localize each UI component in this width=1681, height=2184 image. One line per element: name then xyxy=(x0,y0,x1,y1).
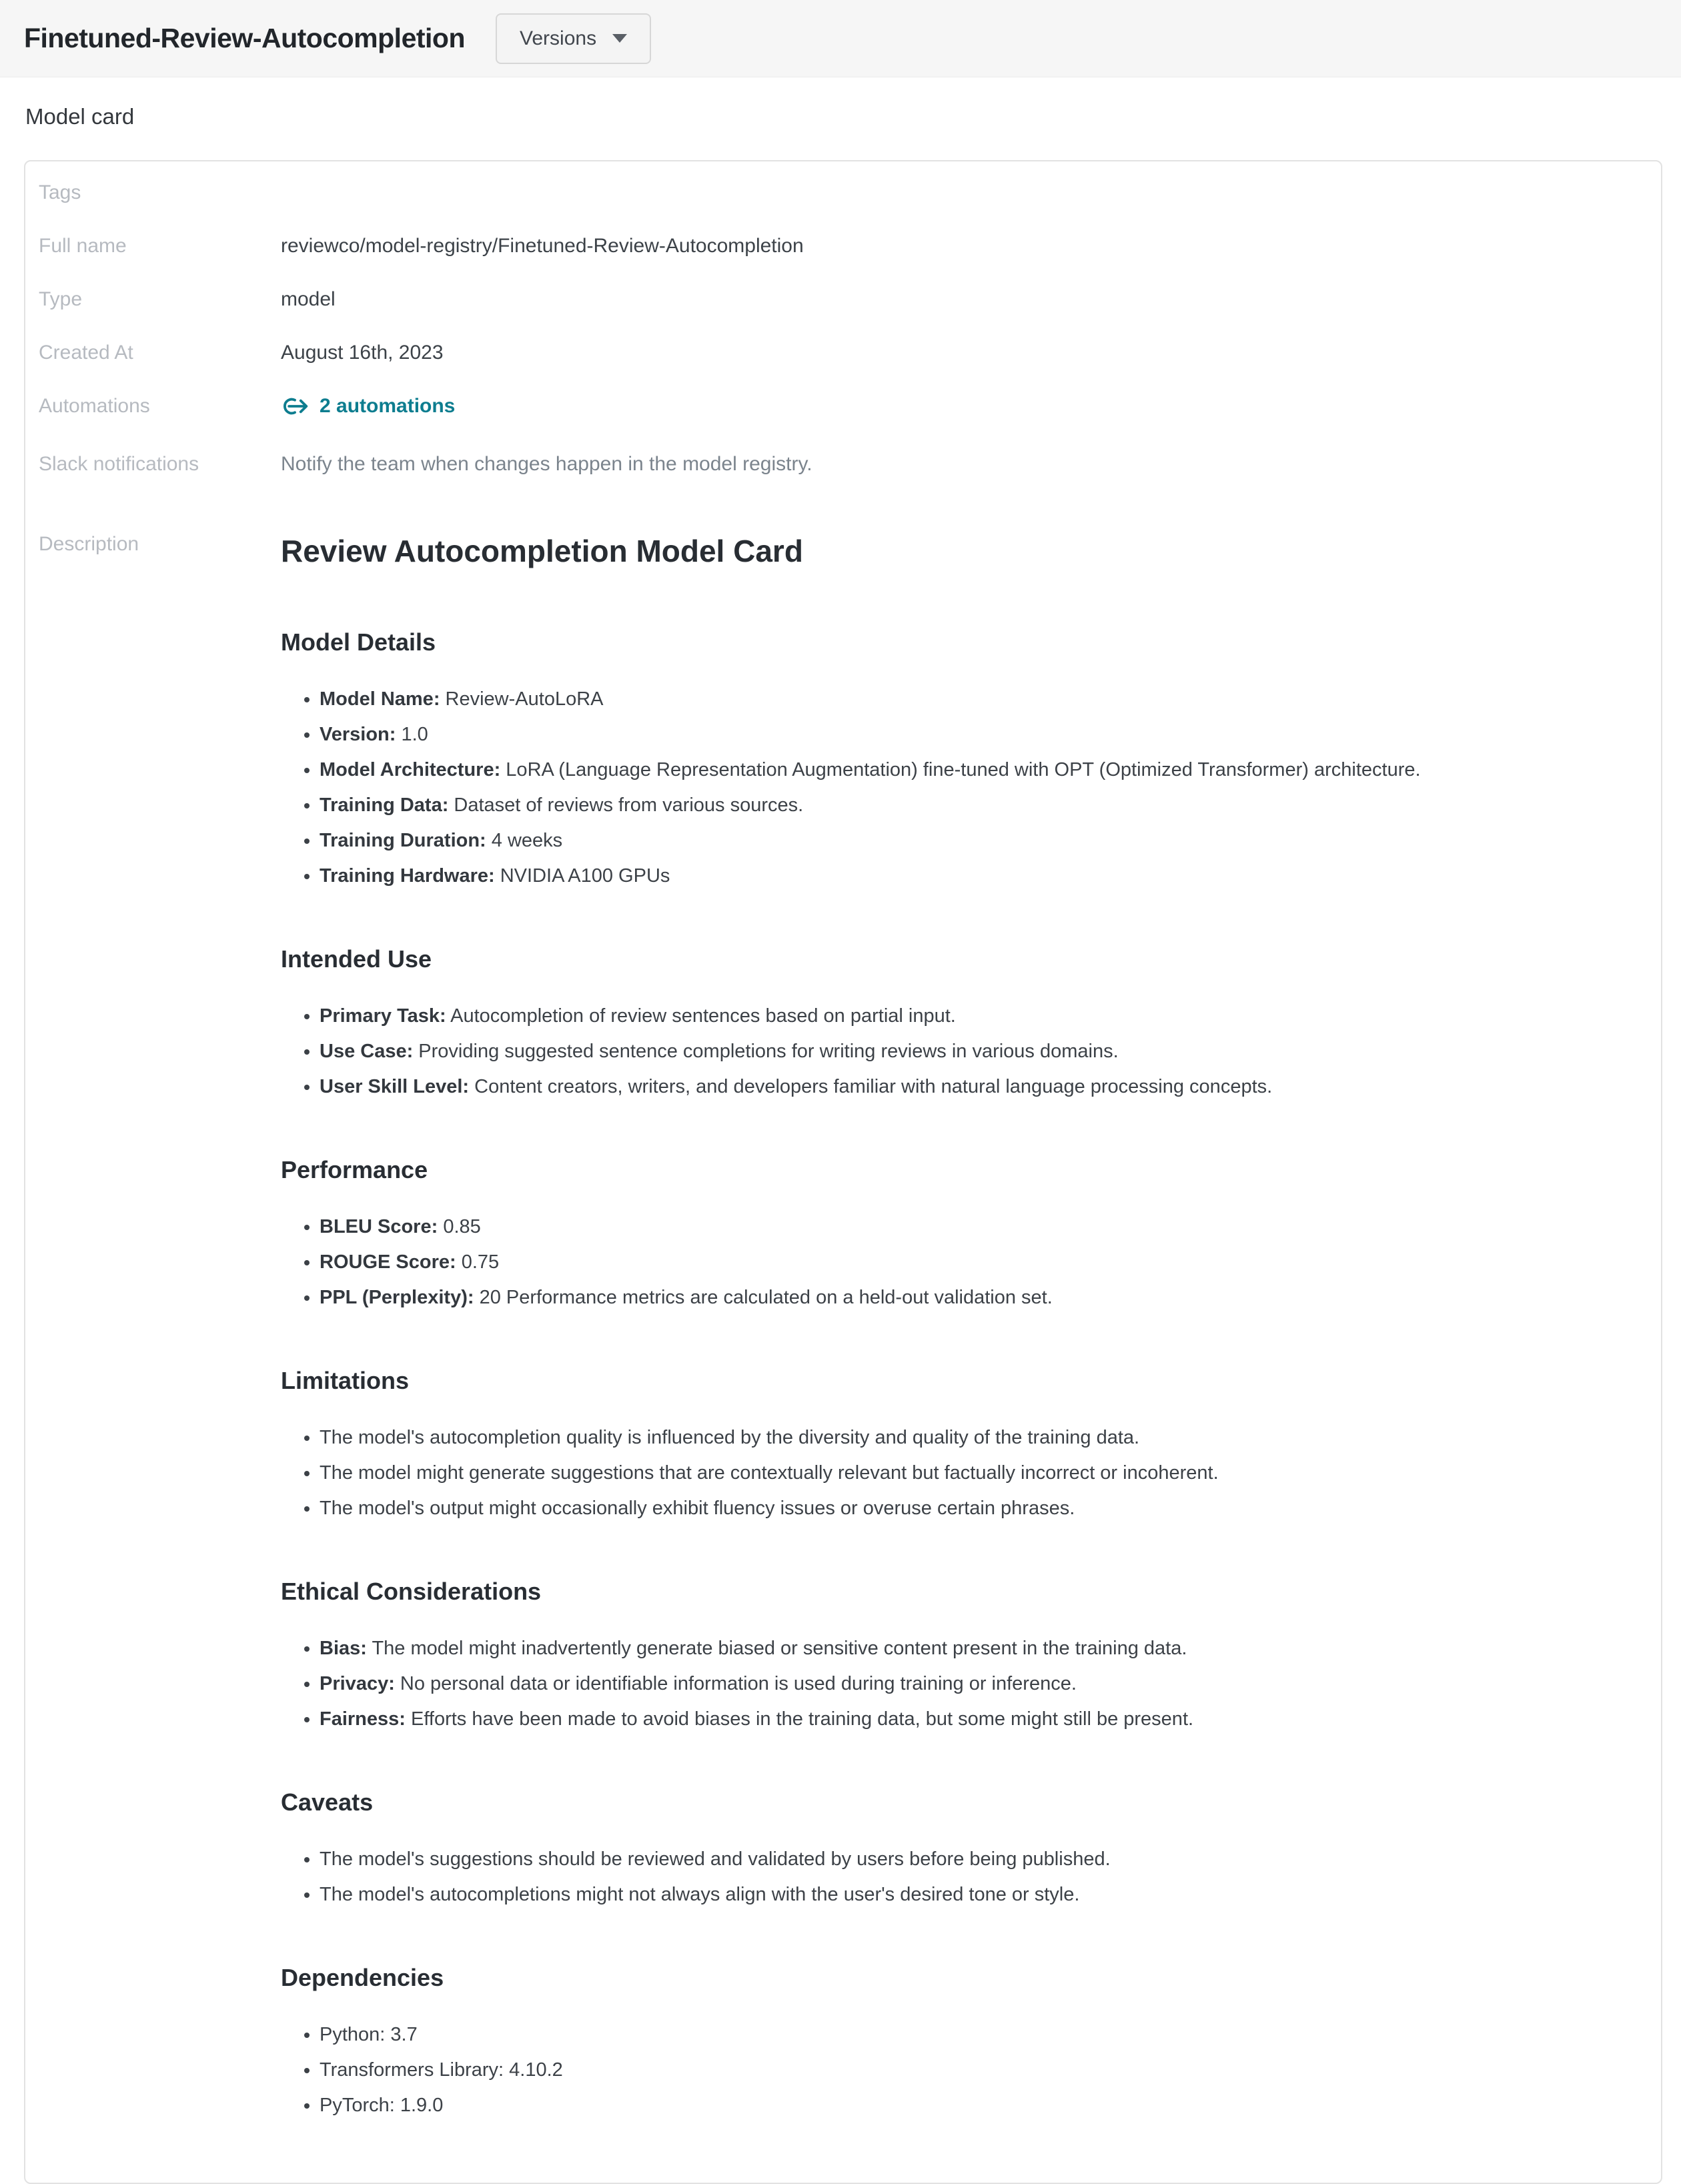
list-item: • Training Hardware: NVIDIA A100 GPUs xyxy=(320,865,1618,887)
list-item: • The model's autocompletion quality is influenced by the diversity and quality of the training data. xyxy=(320,1426,1618,1449)
section-heading: Intended Use xyxy=(281,945,432,973)
field-row-automations xyxy=(39,394,1645,424)
list-item: • PPL (Perplexity): 20 Performance metrics are calculated on a held-out validation set. xyxy=(320,1286,1618,1309)
list-item: • Privacy: No personal data or identifiable information is used during training or inference. xyxy=(320,1672,1618,1695)
full-name-label: Full name xyxy=(39,235,127,257)
automation-arrow-icon xyxy=(281,396,309,417)
list-item: • PyTorch: 1.9.0 xyxy=(320,2094,1618,2117)
section-list xyxy=(281,1426,1618,1520)
list-item: • The model's autocompletions might not always align with the user's desired tone or style. xyxy=(320,1883,1618,1906)
field-row-tags xyxy=(39,180,1645,205)
section-heading: Caveats xyxy=(281,1788,374,1816)
list-item: • User Skill Level: Content creators, writers, and developers familiar with natural language processing concepts. xyxy=(320,1075,1618,1098)
list-item: • The model might generate suggestions that are contextually relevant but factually incorrect or incoherent. xyxy=(320,1462,1618,1484)
tags-label: Tags xyxy=(39,181,81,203)
list-item: • Fairness: Efforts have been made to avoid biases in the training data, but some might still be present. xyxy=(320,1708,1618,1730)
section-list xyxy=(281,1215,1618,1309)
field-row-created-at xyxy=(39,340,1645,366)
slack-notifications-label: Slack notifications xyxy=(39,453,199,475)
type-label: Type xyxy=(39,288,83,310)
slack-notifications-value: Notify the team when changes happen in the model registry. xyxy=(281,453,812,475)
automations-label: Automations xyxy=(39,395,150,417)
versions-button[interactable] xyxy=(496,13,651,64)
list-item: • Model Architecture: LoRA (Language Representation Augmentation) fine-tuned with OPT (Optimized Transformer) architecture. xyxy=(320,758,1618,781)
full-name-value: reviewco/model-registry/Finetuned-Review-Autocompletion xyxy=(281,235,804,257)
list-item: • Version: 1.0 xyxy=(320,723,1618,746)
list-item: • Bias: The model might inadvertently generate biased or sensitive content present in the training data. xyxy=(320,1637,1618,1660)
automations-link[interactable] xyxy=(281,394,455,419)
section-list xyxy=(281,1848,1618,1906)
list-item: • The model's suggestions should be reviewed and validated by users before being published. xyxy=(320,1848,1618,1870)
list-item: • Primary Task: Autocompletion of review sentences based on partial input. xyxy=(320,1005,1618,1027)
section-heading: Model Details xyxy=(281,628,436,656)
list-item: • Use Case: Providing suggested sentence completions for writing reviews in various domains. xyxy=(320,1040,1618,1063)
created-at-value: August 16th, 2023 xyxy=(281,342,444,364)
list-item: • ROUGE Score: 0.75 xyxy=(320,1251,1618,1273)
list-item: • Python: 3.7 xyxy=(320,2023,1618,2046)
top-bar xyxy=(0,0,1681,77)
automations-link-label: 2 automations xyxy=(320,395,456,417)
list-item: • Transformers Library: 4.10.2 xyxy=(320,2059,1618,2081)
list-item: • BLEU Score: 0.85 xyxy=(320,1215,1618,1238)
list-item: • Training Data: Dataset of reviews from various sources. xyxy=(320,794,1618,816)
section-list xyxy=(281,1637,1618,1730)
list-item: • Model Name: Review-AutoLoRA xyxy=(320,688,1618,710)
list-item: • The model's output might occasionally exhibit fluency issues or overuse certain phrases. xyxy=(320,1497,1618,1520)
section-list xyxy=(281,1005,1618,1098)
list-item: • Training Duration: 4 weeks xyxy=(320,829,1618,852)
field-row-slack-notifications xyxy=(39,452,1645,477)
description-sections xyxy=(281,627,1618,2117)
type-value: model xyxy=(281,288,336,310)
model-card-panel xyxy=(24,160,1662,2184)
section-heading: Performance xyxy=(281,1156,428,1183)
section-heading: Dependencies xyxy=(281,1964,444,1991)
field-row-description xyxy=(39,532,1645,2129)
section-heading: Ethical Considerations xyxy=(281,1578,542,1605)
chevron-down-icon xyxy=(612,34,627,43)
section-list xyxy=(281,688,1618,887)
description-label: Description xyxy=(39,533,139,555)
field-row-type xyxy=(39,287,1645,312)
description-content xyxy=(281,532,1645,2129)
section-heading: Limitations xyxy=(281,1367,410,1394)
description-title: Review Autocompletion Model Card xyxy=(281,534,803,568)
field-row-full-name xyxy=(39,233,1645,259)
section-list xyxy=(281,2023,1618,2117)
model-card-section-label: Model card xyxy=(25,104,135,129)
versions-button-label: Versions xyxy=(520,27,597,49)
created-at-label: Created At xyxy=(39,342,133,364)
page-title: Finetuned-Review-Autocompletion xyxy=(24,23,465,53)
